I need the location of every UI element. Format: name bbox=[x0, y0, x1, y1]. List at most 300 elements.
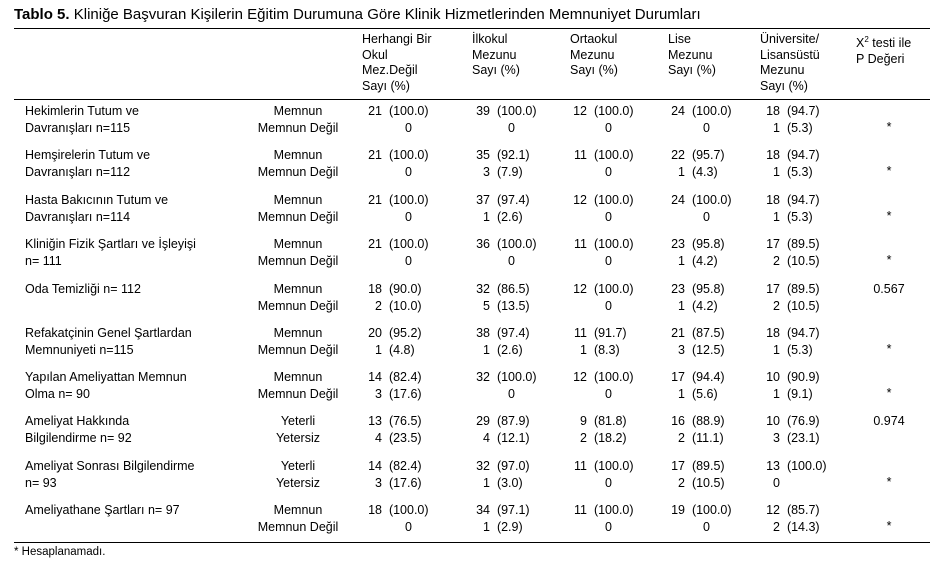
count-value: 1 bbox=[483, 342, 490, 357]
percent-value: (94.7) bbox=[780, 326, 820, 340]
p-value: * bbox=[886, 519, 892, 533]
education-column-cell bbox=[760, 325, 820, 358]
count-line bbox=[567, 253, 634, 270]
percent-value: (5.3) bbox=[780, 342, 813, 357]
education-column-cell bbox=[665, 103, 732, 136]
row-label-line: Memnuniyeti n=115 bbox=[25, 342, 134, 357]
count-value: 1 bbox=[483, 519, 490, 534]
percent-value: (100.0) bbox=[490, 104, 537, 118]
header-line: Sayı (%) bbox=[570, 63, 618, 77]
table-row bbox=[0, 458, 942, 492]
count-line bbox=[567, 325, 627, 342]
count-line bbox=[362, 253, 429, 270]
count-line bbox=[362, 413, 422, 430]
percent-value: (100.0) bbox=[490, 237, 537, 251]
count-line bbox=[470, 369, 537, 386]
count-line bbox=[362, 519, 429, 536]
count-value: 32 bbox=[476, 282, 490, 296]
count-line bbox=[362, 192, 429, 209]
percent-value: (12.5) bbox=[685, 342, 725, 357]
count-value: 0 bbox=[508, 253, 515, 268]
education-column-cell bbox=[665, 502, 732, 535]
table-row bbox=[0, 103, 942, 137]
percent-value: (23.1) bbox=[780, 430, 820, 445]
percent-value: (76.9) bbox=[780, 414, 820, 428]
header-line: $X^2$ testi ile bbox=[856, 35, 912, 50]
table-caption: Kliniğe Başvuran Kişilerin Eğitim Durumuna Göre Klinik Hizmetlerinden Memnuniyet Durumları bbox=[69, 6, 701, 23]
p-value: * bbox=[886, 164, 892, 178]
header-line: Sayı (%) bbox=[668, 63, 716, 77]
count-value: 1 bbox=[678, 298, 685, 313]
count-line bbox=[567, 298, 634, 315]
table-row bbox=[0, 236, 942, 270]
count-line bbox=[362, 164, 429, 181]
table-row bbox=[0, 147, 942, 181]
count-value: 11 bbox=[574, 459, 587, 473]
count-value: 3 bbox=[773, 430, 780, 445]
count-value: 13 bbox=[766, 459, 780, 473]
percent-value: (17.6) bbox=[382, 386, 422, 401]
count-value: 0 bbox=[508, 386, 515, 401]
category-label: Memnun bbox=[273, 193, 323, 207]
percent-value: (97.0) bbox=[490, 459, 530, 473]
header-line: Sayı (%) bbox=[362, 78, 410, 93]
count-line bbox=[567, 147, 634, 164]
percent-value: (14.3) bbox=[780, 519, 820, 534]
count-line bbox=[470, 502, 530, 519]
percent-value: (100.0) bbox=[382, 104, 429, 118]
count-value: 4 bbox=[483, 430, 490, 445]
count-value: 18 bbox=[766, 326, 780, 340]
education-column-cell bbox=[362, 147, 429, 180]
header-herhangi bbox=[362, 32, 431, 94]
percent-value: (100.0) bbox=[587, 104, 634, 118]
category-label: Memnun bbox=[273, 237, 323, 251]
header-line: P Değeri bbox=[856, 51, 905, 66]
header-line: Lise bbox=[668, 32, 691, 46]
header-line: Lisansüstü bbox=[760, 47, 820, 62]
count-line bbox=[760, 369, 820, 386]
percent-value: (95.8) bbox=[685, 282, 725, 296]
header-line: Mez.Değil bbox=[362, 63, 418, 77]
count-line bbox=[567, 103, 634, 120]
education-column-cell bbox=[567, 413, 627, 446]
education-column-cell bbox=[665, 458, 725, 491]
percent-value: (4.8) bbox=[382, 342, 415, 357]
education-column-cell bbox=[760, 458, 827, 491]
count-line bbox=[665, 325, 725, 342]
count-line bbox=[665, 519, 732, 536]
education-column-cell bbox=[665, 147, 725, 180]
count-value: 14 bbox=[368, 459, 382, 473]
percent-value: (100.0) bbox=[382, 503, 429, 517]
count-value: 3 bbox=[375, 386, 382, 401]
count-value: 0 bbox=[405, 253, 412, 268]
row-label-line: Yapılan Ameliyattan Memnun bbox=[25, 370, 187, 384]
percent-value: (4.2) bbox=[685, 298, 718, 313]
count-line bbox=[760, 342, 820, 359]
count-value: 18 bbox=[368, 282, 382, 296]
header-line: Ortaokul bbox=[570, 32, 618, 46]
count-line bbox=[567, 120, 634, 137]
education-column-cell bbox=[567, 236, 634, 269]
education-column-cell bbox=[567, 458, 634, 491]
count-value: 17 bbox=[766, 282, 780, 296]
percent-value: (100.0) bbox=[685, 503, 732, 517]
count-line bbox=[665, 164, 725, 181]
count-value: 17 bbox=[671, 459, 685, 473]
percent-value: (90.9) bbox=[780, 370, 820, 384]
count-line bbox=[760, 458, 827, 475]
category-label: Memnun Değil bbox=[257, 120, 339, 135]
education-column-cell bbox=[760, 369, 820, 402]
count-value: 10 bbox=[766, 414, 780, 428]
count-line bbox=[567, 164, 634, 181]
header-line: Mezunu bbox=[760, 63, 805, 77]
count-value: 11 bbox=[574, 148, 587, 162]
count-value: 23 bbox=[671, 237, 685, 251]
count-value: 0 bbox=[405, 519, 412, 534]
row-label-line: Olma n= 90 bbox=[25, 386, 90, 401]
education-column-cell bbox=[362, 281, 422, 314]
education-column-cell bbox=[362, 103, 429, 136]
count-line bbox=[362, 298, 422, 315]
count-value: 1 bbox=[773, 209, 780, 224]
count-value: 1 bbox=[483, 209, 490, 224]
row-label-line: Davranışları n=115 bbox=[25, 120, 131, 135]
count-line bbox=[760, 164, 820, 181]
education-column-cell bbox=[362, 236, 429, 269]
row-label-line: Refakatçinin Genel Şartlardan bbox=[25, 326, 192, 340]
count-line bbox=[665, 413, 725, 430]
count-line bbox=[470, 342, 530, 359]
table-title bbox=[14, 6, 701, 23]
count-line bbox=[470, 519, 530, 536]
row-label bbox=[25, 413, 132, 446]
count-line bbox=[470, 458, 530, 475]
row-label-line: Bilgilendirme n= 92 bbox=[25, 430, 132, 445]
count-line bbox=[665, 236, 725, 253]
percent-value: (100.0) bbox=[780, 459, 827, 473]
count-value: 19 bbox=[671, 503, 685, 517]
percent-value: (76.5) bbox=[382, 414, 422, 428]
count-line bbox=[665, 192, 732, 209]
education-column-cell bbox=[470, 192, 530, 225]
count-value: 21 bbox=[368, 193, 382, 207]
count-value: 2 bbox=[773, 298, 780, 313]
p-value: * bbox=[886, 342, 892, 356]
count-value: 12 bbox=[766, 503, 780, 517]
row-label-line: Ameliyat Sonrası Bilgilendirme bbox=[25, 459, 195, 473]
header-rule bbox=[14, 99, 930, 100]
education-column-cell bbox=[665, 413, 725, 446]
education-column-cell bbox=[470, 369, 537, 402]
count-line bbox=[665, 120, 732, 137]
count-line bbox=[567, 519, 634, 536]
count-line bbox=[362, 342, 422, 359]
count-line bbox=[665, 458, 725, 475]
count-value: 9 bbox=[580, 414, 587, 428]
percent-value: (5.3) bbox=[780, 209, 813, 224]
education-column-cell bbox=[665, 236, 725, 269]
count-line bbox=[665, 147, 725, 164]
p-value: 0.567 bbox=[873, 282, 905, 296]
education-column-cell bbox=[362, 502, 429, 535]
percent-value: (11.1) bbox=[685, 430, 724, 445]
percent-value: (9.1) bbox=[780, 386, 813, 401]
education-column-cell bbox=[567, 281, 634, 314]
count-value: 0 bbox=[703, 120, 710, 135]
count-value: 20 bbox=[368, 326, 382, 340]
category-label: Memnun Değil bbox=[257, 253, 339, 268]
count-line bbox=[567, 342, 627, 359]
count-line bbox=[760, 325, 820, 342]
footnote: * Hesaplanamadı. bbox=[14, 546, 106, 558]
percent-value: (100.0) bbox=[382, 193, 429, 207]
table-row bbox=[0, 369, 942, 403]
percent-value: (91.7) bbox=[587, 326, 627, 340]
count-line bbox=[362, 458, 422, 475]
percent-value: (13.5) bbox=[490, 298, 530, 313]
count-value: 3 bbox=[375, 475, 382, 490]
count-line bbox=[362, 430, 422, 447]
count-value: 14 bbox=[368, 370, 382, 384]
count-value: 1 bbox=[678, 386, 685, 401]
header-line: Herhangi Bir bbox=[362, 32, 432, 46]
count-line bbox=[665, 281, 725, 298]
count-value: 0 bbox=[605, 519, 612, 534]
count-line bbox=[362, 386, 422, 403]
count-value: 34 bbox=[476, 503, 490, 517]
count-value: 0 bbox=[605, 253, 612, 268]
percent-value: (97.1) bbox=[490, 503, 530, 517]
table-row bbox=[0, 281, 942, 315]
percent-value: (94.7) bbox=[780, 193, 820, 207]
count-line bbox=[760, 281, 820, 298]
percent-value: (10.0) bbox=[382, 298, 422, 313]
response-category bbox=[236, 147, 360, 180]
count-line bbox=[470, 236, 537, 253]
count-value: 0 bbox=[703, 209, 710, 224]
count-value: 21 bbox=[368, 237, 382, 251]
count-line bbox=[665, 369, 725, 386]
count-line bbox=[760, 502, 820, 519]
count-value: 0 bbox=[605, 475, 612, 490]
percent-value: (82.4) bbox=[382, 370, 422, 384]
count-value: 1 bbox=[375, 342, 382, 357]
percent-value: (4.3) bbox=[685, 164, 718, 179]
table-row bbox=[0, 192, 942, 226]
count-line bbox=[665, 386, 725, 403]
education-column-cell bbox=[470, 147, 530, 180]
percent-value: (100.0) bbox=[587, 193, 634, 207]
count-value: 1 bbox=[773, 386, 780, 401]
count-line bbox=[760, 192, 820, 209]
percent-value: (92.1) bbox=[490, 148, 530, 162]
row-label-line: Davranışları n=112 bbox=[25, 164, 131, 179]
percent-value: (95.8) bbox=[685, 237, 725, 251]
row-label bbox=[25, 325, 192, 358]
count-value: 4 bbox=[375, 430, 382, 445]
percent-value: (100.0) bbox=[587, 148, 634, 162]
count-value: 0 bbox=[605, 209, 612, 224]
education-column-cell bbox=[760, 147, 820, 180]
category-label: Memnun Değil bbox=[257, 519, 339, 534]
count-value: 16 bbox=[671, 414, 685, 428]
response-category bbox=[236, 103, 360, 136]
count-value: 0 bbox=[605, 164, 612, 179]
count-line bbox=[760, 386, 820, 403]
category-label: Memnun bbox=[273, 370, 323, 384]
count-line bbox=[760, 475, 827, 492]
percent-value: (3.0) bbox=[490, 475, 523, 490]
count-line bbox=[665, 209, 732, 226]
percent-value: (18.2) bbox=[587, 430, 627, 445]
education-column-cell bbox=[470, 236, 537, 269]
count-line bbox=[760, 298, 820, 315]
p-value: * bbox=[886, 386, 892, 400]
education-column-cell bbox=[567, 325, 627, 358]
count-value: 0 bbox=[605, 386, 612, 401]
education-column-cell bbox=[362, 192, 429, 225]
count-value: 23 bbox=[671, 282, 685, 296]
header-universite bbox=[760, 32, 820, 94]
count-line bbox=[760, 236, 820, 253]
percent-value: (100.0) bbox=[587, 370, 634, 384]
education-column-cell bbox=[760, 236, 820, 269]
table-row bbox=[0, 502, 942, 536]
row-label-line: Oda Temizliği n= 112 bbox=[25, 282, 141, 296]
row-label-line: n= 93 bbox=[25, 475, 57, 490]
count-value: 29 bbox=[476, 414, 490, 428]
percent-value: (23.5) bbox=[382, 430, 422, 445]
education-column-cell bbox=[760, 103, 820, 136]
count-line bbox=[665, 475, 725, 492]
count-line bbox=[470, 209, 530, 226]
count-line bbox=[760, 120, 820, 137]
response-category bbox=[236, 369, 360, 402]
percent-value: (87.9) bbox=[490, 414, 530, 428]
percent-value: (100.0) bbox=[490, 370, 537, 384]
table-number: Tablo 5. bbox=[14, 6, 70, 23]
count-value: 2 bbox=[375, 298, 382, 313]
percent-value: (95.2) bbox=[382, 326, 422, 340]
count-line bbox=[470, 103, 537, 120]
percent-value: (86.5) bbox=[490, 282, 530, 296]
count-value: 12 bbox=[573, 193, 587, 207]
count-line bbox=[567, 413, 627, 430]
count-line bbox=[665, 502, 732, 519]
count-value: 21 bbox=[368, 148, 382, 162]
count-value: 3 bbox=[678, 342, 685, 357]
response-category bbox=[236, 281, 360, 314]
count-line bbox=[567, 430, 627, 447]
count-line bbox=[567, 209, 634, 226]
count-value: 0 bbox=[773, 475, 780, 490]
count-line bbox=[470, 164, 530, 181]
count-value: 13 bbox=[368, 414, 382, 428]
percent-value: (5.3) bbox=[780, 120, 813, 135]
count-line bbox=[567, 386, 634, 403]
percent-value: (10.5) bbox=[780, 253, 820, 268]
count-line bbox=[470, 281, 530, 298]
education-column-cell bbox=[665, 325, 725, 358]
p-value: * bbox=[886, 253, 892, 267]
count-value: 21 bbox=[368, 104, 382, 118]
count-line bbox=[665, 298, 725, 315]
header-ortaokul bbox=[570, 32, 618, 79]
row-label bbox=[25, 369, 187, 402]
education-column-cell bbox=[567, 502, 634, 535]
percent-value: (100.0) bbox=[685, 193, 732, 207]
header-line: Üniversite/ bbox=[760, 32, 820, 46]
percent-value: (81.8) bbox=[587, 414, 627, 428]
response-category bbox=[236, 325, 360, 358]
education-column-cell bbox=[470, 458, 530, 491]
count-line bbox=[362, 475, 422, 492]
education-column-cell bbox=[665, 192, 732, 225]
count-value: 1 bbox=[773, 342, 780, 357]
category-label: Memnun Değil bbox=[257, 342, 339, 357]
bottom-rule bbox=[14, 542, 930, 543]
count-line bbox=[567, 475, 634, 492]
percent-value: (100.0) bbox=[587, 459, 634, 473]
count-value: 24 bbox=[671, 193, 685, 207]
percent-value: (89.5) bbox=[780, 282, 820, 296]
education-column-cell bbox=[760, 281, 820, 314]
percent-value: (5.6) bbox=[685, 386, 718, 401]
percent-value: (95.7) bbox=[685, 148, 725, 162]
education-column-cell bbox=[362, 369, 422, 402]
count-line bbox=[470, 325, 530, 342]
header-ilkokul bbox=[472, 32, 520, 79]
percent-value: (94.4) bbox=[685, 370, 725, 384]
header-line: Okul bbox=[362, 47, 388, 62]
count-line bbox=[470, 413, 530, 430]
p-value: 0.974 bbox=[873, 414, 905, 428]
count-line bbox=[470, 192, 530, 209]
count-value: 1 bbox=[773, 164, 780, 179]
count-line bbox=[760, 103, 820, 120]
header-chi-square bbox=[856, 32, 911, 67]
category-label: Yeterli bbox=[280, 414, 316, 428]
count-value: 2 bbox=[773, 519, 780, 534]
count-value: 32 bbox=[476, 459, 490, 473]
count-value: 36 bbox=[476, 237, 490, 251]
count-value: 32 bbox=[476, 370, 490, 384]
education-column-cell bbox=[470, 281, 530, 314]
count-value: 2 bbox=[678, 475, 685, 490]
count-value: 0 bbox=[405, 120, 412, 135]
count-line bbox=[470, 386, 537, 403]
count-value: 0 bbox=[605, 298, 612, 313]
row-label-line: n= 111 bbox=[25, 253, 62, 268]
count-line bbox=[567, 369, 634, 386]
count-value: 3 bbox=[483, 164, 490, 179]
row-label bbox=[25, 147, 150, 180]
row-label bbox=[25, 103, 139, 136]
percent-value: (2.6) bbox=[490, 342, 523, 357]
education-column-cell bbox=[567, 192, 634, 225]
education-column-cell bbox=[567, 103, 634, 136]
count-value: 18 bbox=[766, 104, 780, 118]
count-value: 24 bbox=[671, 104, 685, 118]
percent-value: (82.4) bbox=[382, 459, 422, 473]
percent-value: (89.5) bbox=[780, 237, 820, 251]
header-line: Mezunu bbox=[472, 47, 517, 62]
percent-value: (8.3) bbox=[587, 342, 620, 357]
count-line bbox=[760, 519, 820, 536]
